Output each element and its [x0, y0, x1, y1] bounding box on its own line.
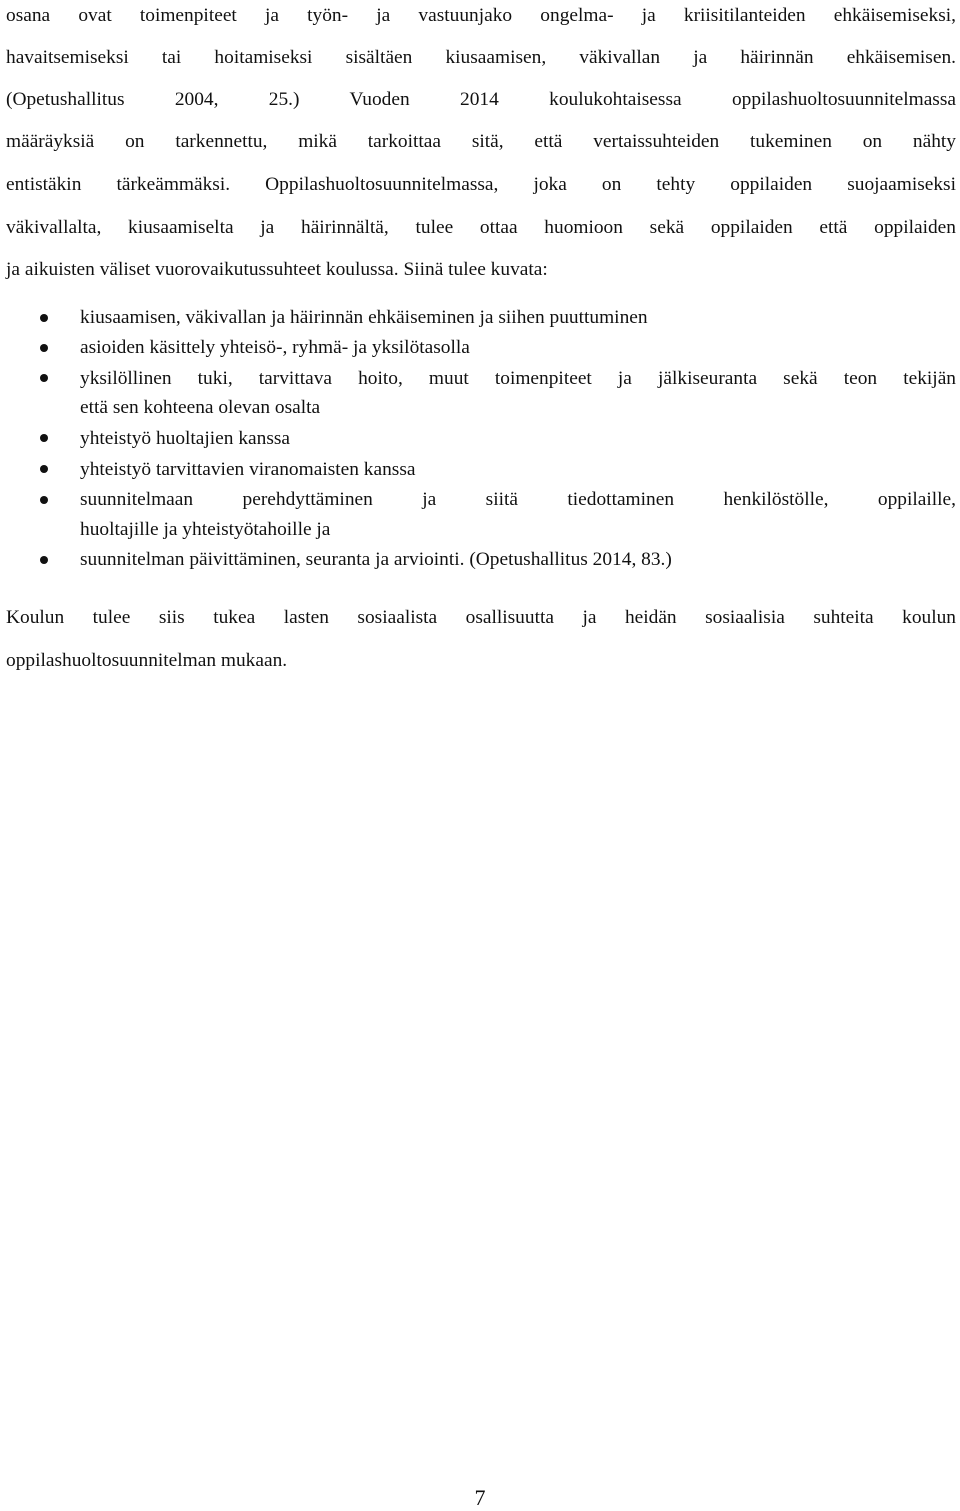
list-item-text: kiusaamisen, väkivallan ja häirinnän ehkäiseminen ja siihen puuttuminen — [80, 307, 648, 328]
bullet-icon — [40, 434, 48, 442]
list-item-text: yhteistyö huoltajien kanssa — [80, 428, 291, 449]
bullet-icon — [40, 344, 48, 352]
list-item-text: yksilöllinen tuki, tarvittava hoito, muut toimenpiteet ja jälkiseuranta sekä teon tekijän — [80, 368, 956, 389]
list-item-text: suunnitelman päivittäminen, seuranta ja arviointi. (Opetushallitus 2014, 83.) — [80, 549, 672, 570]
list-item-text: että sen kohteena olevan osalta — [80, 397, 321, 418]
bullet-icon — [40, 314, 48, 322]
bullet-icon — [40, 465, 48, 473]
bullet-icon — [40, 374, 48, 382]
list-item-text: yhteistyö tarvittavien viranomaisten kanssa — [80, 459, 416, 480]
paragraph-line: väkivallalta, kiusaamiselta ja häirinnältä, tulee ottaa huomioon sekä oppilaiden että oppilaiden — [6, 217, 956, 238]
paragraph-line: Koulun tulee siis tukea lasten sosiaalista osallisuutta ja heidän sosiaalisia suhteita koulun — [6, 607, 956, 628]
paragraph-line: (Opetushallitus 2004, 25.) Vuoden 2014 koulukohtaisessa oppilashuoltosuunnitelmassa — [6, 89, 956, 110]
list-item-text: huoltajille ja yhteistyötahoille ja — [80, 519, 331, 540]
paragraph-line: havaitsemiseksi tai hoitamiseksi sisältäen kiusaamisen, väkivallan ja häirinnän ehkäisemisen. — [6, 47, 956, 68]
bullet-icon — [40, 496, 48, 504]
paragraph-line: oppilashuoltosuunnitelman mukaan. — [6, 650, 288, 671]
bullet-icon — [40, 556, 48, 564]
paragraph-line: osana ovat toimenpiteet ja työn- ja vastuunjako ongelma- ja kriisitilanteiden ehkäisemiseksi, — [6, 5, 956, 26]
page-number: 7 — [474, 1485, 486, 1510]
paragraph-line: määräyksiä on tarkennettu, mikä tarkoittaa sitä, että vertaissuhteiden tukeminen on nähty — [6, 131, 956, 152]
list-item-text: asioiden käsittely yhteisö-, ryhmä- ja yksilötasolla — [80, 337, 470, 358]
paragraph-line: ja aikuisten väliset vuorovaikutussuhteet koulussa. Siinä tulee kuvata: — [6, 259, 548, 280]
paragraph-line: entistäkin tärkeämmäksi. Oppilashuoltosuunnitelmassa, joka on tehty oppilaiden suojaamiseksi — [6, 174, 956, 195]
list-item-text: suunnitelmaan perehdyttäminen ja siitä tiedottaminen henkilöstölle, oppilaille, — [80, 489, 956, 510]
